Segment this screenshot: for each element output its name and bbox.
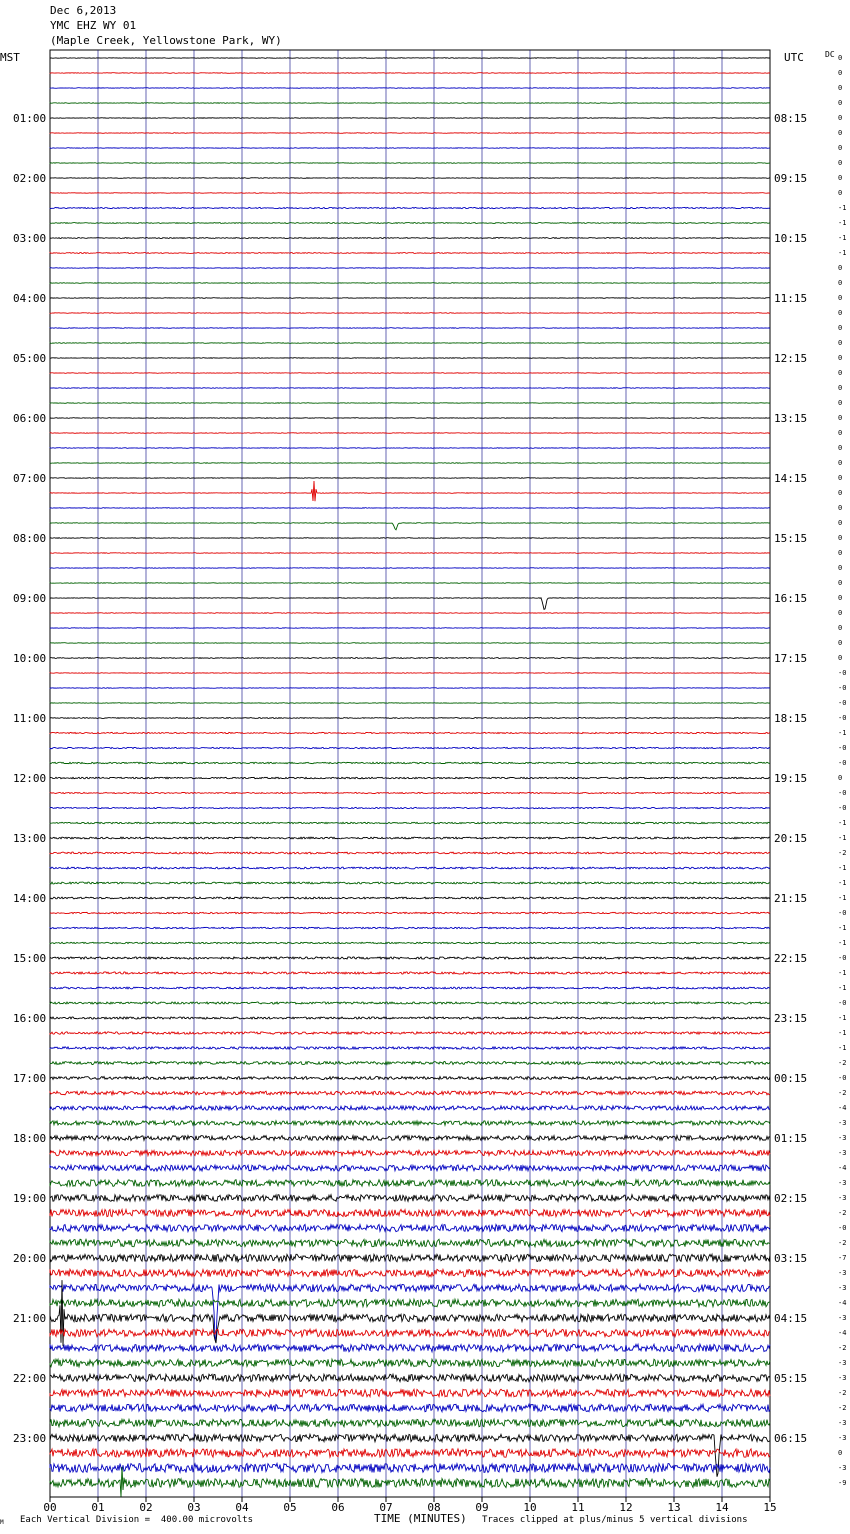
seismic-trace xyxy=(50,1374,770,1381)
utc-hour-label: 11:15 xyxy=(774,292,808,305)
x-tick-label: 13 xyxy=(667,1501,681,1514)
dc-offset-label: 0 xyxy=(838,99,843,107)
seismic-trace xyxy=(50,1419,770,1426)
utc-hour-label: 14:15 xyxy=(774,472,808,485)
seismic-trace xyxy=(50,598,770,610)
dc-offset-label: 0 xyxy=(838,309,843,317)
seismic-trace xyxy=(50,912,770,913)
dc-offset-label: -3 xyxy=(838,1179,847,1187)
seismic-trace xyxy=(50,478,770,479)
dc-offset-label: -2 xyxy=(838,1404,847,1412)
dc-offset-label: 0 xyxy=(838,444,843,452)
seismic-trace xyxy=(50,373,770,374)
dc-offset-label: -1 xyxy=(838,1044,847,1052)
x-axis-title: TIME (MINUTES) xyxy=(374,1512,467,1525)
seismic-trace xyxy=(50,448,770,449)
seismic-trace xyxy=(50,882,770,884)
dc-offset-label: -2 xyxy=(838,849,847,857)
mst-hour-label: 13:00 xyxy=(13,832,47,845)
seismic-trace xyxy=(50,852,770,854)
dc-offset-label: 0 xyxy=(838,114,843,122)
dc-offset-label: 0 xyxy=(838,84,843,92)
seismic-trace xyxy=(50,867,770,869)
seismic-trace xyxy=(50,942,770,943)
dc-offset-label: 0 xyxy=(838,399,843,407)
utc-hour-label: 15:15 xyxy=(774,532,808,545)
seismic-trace xyxy=(50,283,770,284)
seismic-trace xyxy=(50,643,770,644)
utc-hour-label: 18:15 xyxy=(774,712,808,725)
x-tick-label: 10 xyxy=(523,1501,537,1514)
dc-offset-label: 0 xyxy=(838,624,843,632)
utc-hour-label: 01:15 xyxy=(774,1132,808,1145)
dc-offset-label: 0 xyxy=(838,69,843,77)
dc-offset-label: -4 xyxy=(838,1104,847,1112)
dc-offset-label: -4 xyxy=(838,1329,847,1337)
dc-offset-label: -1 xyxy=(838,864,847,872)
dc-offset-label: -0 xyxy=(838,699,847,707)
seismic-trace xyxy=(50,538,770,539)
seismic-trace xyxy=(50,658,770,659)
seismic-trace xyxy=(50,433,770,434)
dc-offset-label: -0 xyxy=(838,1074,847,1082)
seismic-trace xyxy=(50,1209,770,1216)
seismic-trace xyxy=(50,298,770,299)
dc-offset-label: -0 xyxy=(838,909,847,917)
dc-offset-label: 0 xyxy=(838,1449,843,1457)
seismic-trace xyxy=(50,613,770,614)
seismic-trace xyxy=(50,777,770,778)
mst-hour-label: 04:00 xyxy=(13,292,47,305)
utc-hour-label: 21:15 xyxy=(774,892,808,905)
seismic-trace xyxy=(50,583,770,584)
dc-offset-label: 0 xyxy=(838,579,843,587)
x-tick-label: 08 xyxy=(427,1501,441,1514)
seismic-trace xyxy=(50,508,770,509)
mst-hour-label: 22:00 xyxy=(13,1372,47,1385)
seismic-trace xyxy=(50,163,770,164)
seismic-trace xyxy=(50,1195,770,1202)
seismic-trace xyxy=(50,673,770,674)
seismic-trace xyxy=(50,747,770,748)
mst-hour-label: 08:00 xyxy=(13,532,47,545)
seismic-trace xyxy=(50,178,770,179)
utc-hour-label: 08:15 xyxy=(774,112,808,125)
seismic-trace xyxy=(50,523,770,530)
dc-offset-label: -1 xyxy=(838,234,847,242)
seismic-trace xyxy=(50,481,770,501)
seismic-trace xyxy=(50,732,770,733)
dc-offset-label: -0 xyxy=(838,759,847,767)
dc-offset-label: -0 xyxy=(838,744,847,752)
mst-hour-label: 01:00 xyxy=(13,112,47,125)
mst-hour-label: 10:00 xyxy=(13,652,47,665)
dc-offset-label: -9 xyxy=(838,1479,847,1487)
seismic-trace xyxy=(50,133,770,134)
seismic-trace xyxy=(50,1329,770,1336)
dc-offset-label: 0 xyxy=(838,369,843,377)
seismic-trace xyxy=(50,957,770,959)
utc-hour-label: 10:15 xyxy=(774,232,808,245)
mst-hour-label: 20:00 xyxy=(13,1252,47,1265)
utc-axis-label: UTC xyxy=(784,51,804,64)
mst-hour-label: 19:00 xyxy=(13,1192,47,1205)
seismic-trace xyxy=(50,268,770,269)
location-label: (Maple Creek, Yellowstone Park, WY) xyxy=(50,34,282,47)
plot-frame xyxy=(50,50,770,1497)
mst-hour-label: 02:00 xyxy=(13,172,47,185)
dc-offset-label: 0 xyxy=(838,384,843,392)
x-tick-label: 02 xyxy=(139,1501,153,1514)
dc-offset-label: 0 xyxy=(838,144,843,152)
clip-note: Traces clipped at plus/minus 5 vertical divisions xyxy=(482,1515,748,1525)
dc-offset-label: 0 xyxy=(838,504,843,512)
dc-offset-label: 0 xyxy=(838,339,843,347)
dc-offset-label: -1 xyxy=(838,939,847,947)
utc-hour-label: 22:15 xyxy=(774,952,808,965)
dc-offset-label: -3 xyxy=(838,1314,847,1322)
dc-offset-label: -4 xyxy=(838,1164,847,1172)
x-tick-label: 03 xyxy=(187,1501,201,1514)
seismic-trace xyxy=(50,193,770,194)
seismic-trace xyxy=(50,927,770,928)
seismic-trace xyxy=(50,1121,770,1125)
seismic-trace xyxy=(50,1224,770,1231)
dc-offset-label: -3 xyxy=(838,1119,847,1127)
utc-hour-label: 20:15 xyxy=(774,832,808,845)
mst-hour-label: 12:00 xyxy=(13,772,47,785)
dc-label: DC xyxy=(825,50,835,59)
utc-hour-label: 03:15 xyxy=(774,1252,808,1265)
utc-hour-label: 16:15 xyxy=(774,592,808,605)
corner-mark: M xyxy=(0,1519,4,1526)
dc-offset-label: -2 xyxy=(838,1239,847,1247)
dc-offset-label: -1 xyxy=(838,219,847,227)
dc-offset-label: 0 xyxy=(838,474,843,482)
seismic-trace xyxy=(50,1047,770,1049)
seismic-trace xyxy=(50,1077,770,1080)
x-tick-label: 15 xyxy=(763,1501,777,1514)
seismic-trace xyxy=(50,403,770,404)
seismic-trace xyxy=(50,1254,770,1261)
dc-offset-label: 0 xyxy=(838,774,843,782)
seismic-trace xyxy=(50,807,770,808)
utc-hour-label: 13:15 xyxy=(774,412,808,425)
seismic-trace xyxy=(50,718,770,719)
x-tick-label: 09 xyxy=(475,1501,489,1514)
dc-offset-label: 0 xyxy=(838,54,843,62)
mst-hour-label: 17:00 xyxy=(13,1072,47,1085)
seismic-trace xyxy=(50,328,770,329)
seismic-trace xyxy=(50,837,770,839)
dc-offset-label: 0 xyxy=(838,564,843,572)
utc-hour-label: 02:15 xyxy=(774,1192,808,1205)
seismic-trace xyxy=(50,568,770,569)
dc-offset-label: 0 xyxy=(838,189,843,197)
seismic-trace xyxy=(50,1299,770,1306)
seismic-trace xyxy=(50,1091,770,1095)
dc-offset-label: -4 xyxy=(838,1299,847,1307)
mst-hour-label: 16:00 xyxy=(13,1012,47,1025)
seismic-trace xyxy=(50,313,770,314)
dc-offset-label: 0 xyxy=(838,489,843,497)
dc-offset-label: 0 xyxy=(838,519,843,527)
mst-hour-label: 15:00 xyxy=(13,952,47,965)
dc-offset-label: -2 xyxy=(838,1209,847,1217)
dc-offset-label: -3 xyxy=(838,1464,847,1472)
trace-group xyxy=(50,58,770,1497)
seismic-trace xyxy=(50,1180,770,1187)
mst-hour-label: 11:00 xyxy=(13,712,47,725)
seismic-trace xyxy=(50,343,770,344)
seismic-trace xyxy=(50,1002,770,1004)
seismic-trace xyxy=(50,388,770,389)
seismic-trace xyxy=(50,1239,770,1246)
mst-hour-label: 05:00 xyxy=(13,352,47,365)
dc-offset-label: -3 xyxy=(838,1419,847,1427)
dc-offset-label: -1 xyxy=(838,729,847,737)
seismic-trace xyxy=(50,972,770,974)
dc-offset-label: -3 xyxy=(838,1149,847,1157)
dc-offset-label: -3 xyxy=(838,1374,847,1382)
seismic-trace xyxy=(50,762,770,763)
seismic-trace xyxy=(50,792,770,793)
dc-offset-label: 0 xyxy=(838,459,843,467)
utc-hour-label: 04:15 xyxy=(774,1312,808,1325)
dc-offset-label: 0 xyxy=(838,264,843,272)
seismic-trace xyxy=(50,1344,770,1351)
utc-hour-label: 00:15 xyxy=(774,1072,808,1085)
seismic-trace xyxy=(50,553,770,554)
dc-offset-label: -2 xyxy=(838,1389,847,1397)
dc-offset-label: -0 xyxy=(838,954,847,962)
date-label: Dec 6,2013 xyxy=(50,4,117,17)
x-tick-label: 06 xyxy=(331,1501,345,1514)
utc-hour-label: 17:15 xyxy=(774,652,808,665)
utc-hour-label: 05:15 xyxy=(774,1372,808,1385)
seismic-trace xyxy=(50,822,770,823)
seismic-trace xyxy=(50,1136,770,1141)
seismic-trace xyxy=(50,688,770,689)
mst-hour-label: 06:00 xyxy=(13,412,47,425)
seismic-trace xyxy=(50,58,770,59)
seismic-trace xyxy=(50,1269,770,1276)
dc-offset-label: -1 xyxy=(838,1014,847,1022)
dc-offset-label: 0 xyxy=(838,549,843,557)
mst-hour-label: 09:00 xyxy=(13,592,47,605)
dc-offset-label: -0 xyxy=(838,999,847,1007)
dc-offset-label: -7 xyxy=(838,1254,847,1262)
seismic-trace xyxy=(50,897,770,899)
dc-offset-label: 0 xyxy=(838,324,843,332)
x-tick-label: 11 xyxy=(571,1501,585,1514)
x-tick-label: 05 xyxy=(283,1501,297,1514)
seismic-trace xyxy=(50,73,770,74)
dc-offset-label: 0 xyxy=(838,594,843,602)
mst-hour-label: 23:00 xyxy=(13,1432,47,1445)
utc-hour-label: 06:15 xyxy=(774,1432,808,1445)
seismic-trace xyxy=(50,148,770,149)
dc-offset-label: 0 xyxy=(838,354,843,362)
dc-offset-label: 0 xyxy=(838,159,843,167)
seismic-trace xyxy=(50,1359,770,1366)
dc-offset-label: 0 xyxy=(838,294,843,302)
dc-offset-label: -2 xyxy=(838,1344,847,1352)
dc-offset-label: -3 xyxy=(838,1359,847,1367)
seismic-trace xyxy=(50,358,770,359)
scale-note: Each Vertical Division = 400.00 microvolts xyxy=(20,1515,253,1525)
dc-offset-label: -0 xyxy=(838,669,847,677)
seismic-trace xyxy=(50,463,770,464)
dc-offset-label: -1 xyxy=(838,1029,847,1037)
dc-offset-label: -3 xyxy=(838,1434,847,1442)
dc-offset-label: -2 xyxy=(838,1059,847,1067)
seismic-trace xyxy=(50,987,770,989)
dc-offset-label: -1 xyxy=(838,834,847,842)
dc-offset-label: -2 xyxy=(838,1089,847,1097)
seismic-trace xyxy=(50,418,770,419)
dc-offset-label: -0 xyxy=(838,789,847,797)
dc-offset-label: 0 xyxy=(838,129,843,137)
dc-offset-label: -3 xyxy=(838,1194,847,1202)
dc-offset-label: 0 xyxy=(838,429,843,437)
dc-offset-label: -0 xyxy=(838,1224,847,1232)
dc-offset-label: 0 xyxy=(838,639,843,647)
x-tick-label: 00 xyxy=(43,1501,57,1514)
seismic-trace xyxy=(50,1464,770,1473)
seismic-trace xyxy=(50,1389,770,1396)
dc-offset-label: 0 xyxy=(838,534,843,542)
dc-offset-label: 0 xyxy=(838,654,843,662)
dc-offset-label: 0 xyxy=(838,414,843,422)
dc-offset-label: -1 xyxy=(838,249,847,257)
dc-offset-label: 0 xyxy=(838,609,843,617)
seismic-trace xyxy=(50,1062,770,1065)
seismic-trace xyxy=(50,1017,770,1019)
utc-hour-label: 12:15 xyxy=(774,352,808,365)
dc-offset-label: -3 xyxy=(838,1134,847,1142)
seismic-trace xyxy=(50,1032,770,1034)
dc-offset-label: -0 xyxy=(838,804,847,812)
seismic-trace xyxy=(50,1165,770,1171)
dc-offset-label: -1 xyxy=(838,894,847,902)
seismic-trace xyxy=(50,253,770,254)
x-tick-label: 04 xyxy=(235,1501,249,1514)
seismic-trace xyxy=(50,1404,770,1411)
dc-offset-label: -0 xyxy=(838,714,847,722)
x-tick-label: 07 xyxy=(379,1501,393,1514)
dc-offset-label: 0 xyxy=(838,279,843,287)
x-tick-label: 01 xyxy=(91,1501,105,1514)
utc-hour-label: 19:15 xyxy=(774,772,808,785)
mst-axis-label: MST xyxy=(0,51,20,64)
dc-offset-label: 0 xyxy=(838,174,843,182)
utc-hour-label: 09:15 xyxy=(774,172,808,185)
dc-offset-label: -3 xyxy=(838,1269,847,1277)
seismic-trace xyxy=(50,223,770,224)
axis-labels xyxy=(13,54,846,1514)
mst-hour-label: 07:00 xyxy=(13,472,47,485)
mst-hour-label: 18:00 xyxy=(13,1132,47,1145)
utc-hour-label: 23:15 xyxy=(774,1012,808,1025)
seismic-trace xyxy=(50,628,770,629)
seismic-trace xyxy=(50,703,770,704)
mst-hour-label: 21:00 xyxy=(13,1312,47,1325)
seismic-trace xyxy=(50,88,770,89)
dc-offset-label: -3 xyxy=(838,1284,847,1292)
station-label: YMC EHZ WY 01 xyxy=(50,19,137,32)
seismic-trace xyxy=(50,118,770,119)
dc-offset-label: -1 xyxy=(838,819,847,827)
dc-offset-label: -1 xyxy=(838,879,847,887)
seismic-trace xyxy=(50,1106,770,1110)
seismic-trace xyxy=(50,103,770,104)
dc-offset-label: -0 xyxy=(838,684,847,692)
dc-offset-label: -1 xyxy=(838,969,847,977)
x-tick-label: 12 xyxy=(619,1501,633,1514)
dc-offset-label: -1 xyxy=(838,204,847,212)
seismic-trace xyxy=(50,207,770,208)
dc-offset-label: -1 xyxy=(838,924,847,932)
mst-hour-label: 14:00 xyxy=(13,892,47,905)
dc-offset-label: -1 xyxy=(838,984,847,992)
seismic-trace xyxy=(50,1449,770,1457)
x-tick-label: 14 xyxy=(715,1501,729,1514)
seismic-trace xyxy=(50,238,770,239)
mst-hour-label: 03:00 xyxy=(13,232,47,245)
seismic-trace xyxy=(50,1150,770,1155)
plot-grid xyxy=(50,50,770,1497)
